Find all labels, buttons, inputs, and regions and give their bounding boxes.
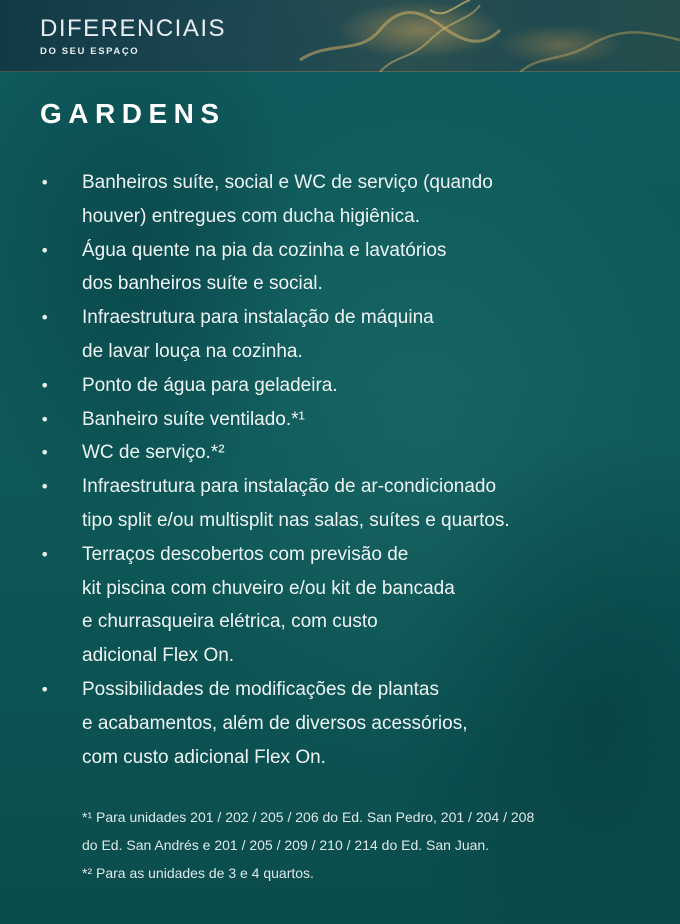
section-title: GARDENS bbox=[40, 98, 226, 129]
bullet-icon: • bbox=[40, 240, 50, 260]
bullet-icon: • bbox=[40, 443, 50, 463]
footnotes bbox=[82, 803, 662, 887]
feature-item bbox=[40, 369, 660, 403]
brand-subtitle: DO SEU ESPAÇO bbox=[40, 46, 140, 57]
feature-text-line: Banheiro suíte ventilado.*¹ bbox=[82, 408, 305, 430]
footnote-line: *¹ Para unidades 201 / 202 / 205 / 206 do Ed. San Pedro, 201 / 204 / 208 bbox=[82, 809, 535, 825]
bullet-icon: • bbox=[40, 409, 50, 429]
feature-text-line: com custo adicional Flex On. bbox=[82, 746, 326, 768]
feature-text-line: houver) entregues com ducha higiênica. bbox=[82, 205, 420, 227]
feature-text-line: WC de serviço.*² bbox=[82, 442, 225, 464]
feature-item bbox=[40, 403, 660, 437]
feature-text-line: tipo split e/ou multisplit nas salas, suítes e quartos. bbox=[82, 509, 510, 531]
bullet-icon: • bbox=[40, 679, 50, 699]
feature-text-line: de lavar louça na cozinha. bbox=[82, 340, 303, 362]
feature-text-line: Possibilidades de modificações de plantas bbox=[82, 678, 439, 700]
header-banner bbox=[0, 0, 680, 72]
bullet-icon: • bbox=[40, 544, 50, 564]
feature-text-line: Ponto de água para geladeira. bbox=[82, 374, 338, 396]
feature-text-line: Infraestrutura para instalação de máquina bbox=[82, 307, 434, 329]
feature-text-line: Terraços descobertos com previsão de bbox=[82, 543, 409, 565]
feature-item bbox=[40, 673, 660, 774]
feature-text-line: e acabamentos, além de diversos acessórios, bbox=[82, 712, 468, 734]
footnote-line: do Ed. San Andrés e 201 / 205 / 209 / 210 / 214 do Ed. San Juan. bbox=[82, 837, 490, 853]
feature-list bbox=[40, 166, 660, 774]
bullet-icon: • bbox=[40, 477, 50, 497]
feature-item bbox=[40, 234, 660, 302]
brand-title: DIFERENCIAIS bbox=[40, 15, 227, 42]
brand-logo bbox=[40, 16, 226, 57]
feature-item bbox=[40, 470, 660, 538]
feature-text-line: e churrasqueira elétrica, com custo bbox=[82, 611, 378, 633]
feature-text-line: Água quente na pia da cozinha e lavatórios bbox=[82, 239, 447, 261]
bullet-icon: • bbox=[40, 308, 50, 328]
feature-text-line: Banheiros suíte, social e WC de serviço (quando bbox=[82, 172, 493, 193]
feature-item bbox=[40, 436, 660, 470]
feature-text-line: Infraestrutura para instalação de ar-condicionado bbox=[82, 476, 497, 498]
feature-text-line: kit piscina com chuveiro e/ou kit de bancada bbox=[82, 577, 455, 599]
feature-text-line: adicional Flex On. bbox=[82, 645, 235, 667]
feature-text-line: dos banheiros suíte e social. bbox=[82, 273, 323, 295]
feature-item bbox=[40, 166, 660, 234]
feature-item bbox=[40, 538, 660, 673]
footnote-line: *² Para as unidades de 3 e 4 quartos. bbox=[82, 865, 314, 881]
feature-item bbox=[40, 301, 660, 369]
bullet-icon: • bbox=[40, 173, 50, 192]
bullet-icon: • bbox=[40, 375, 50, 395]
